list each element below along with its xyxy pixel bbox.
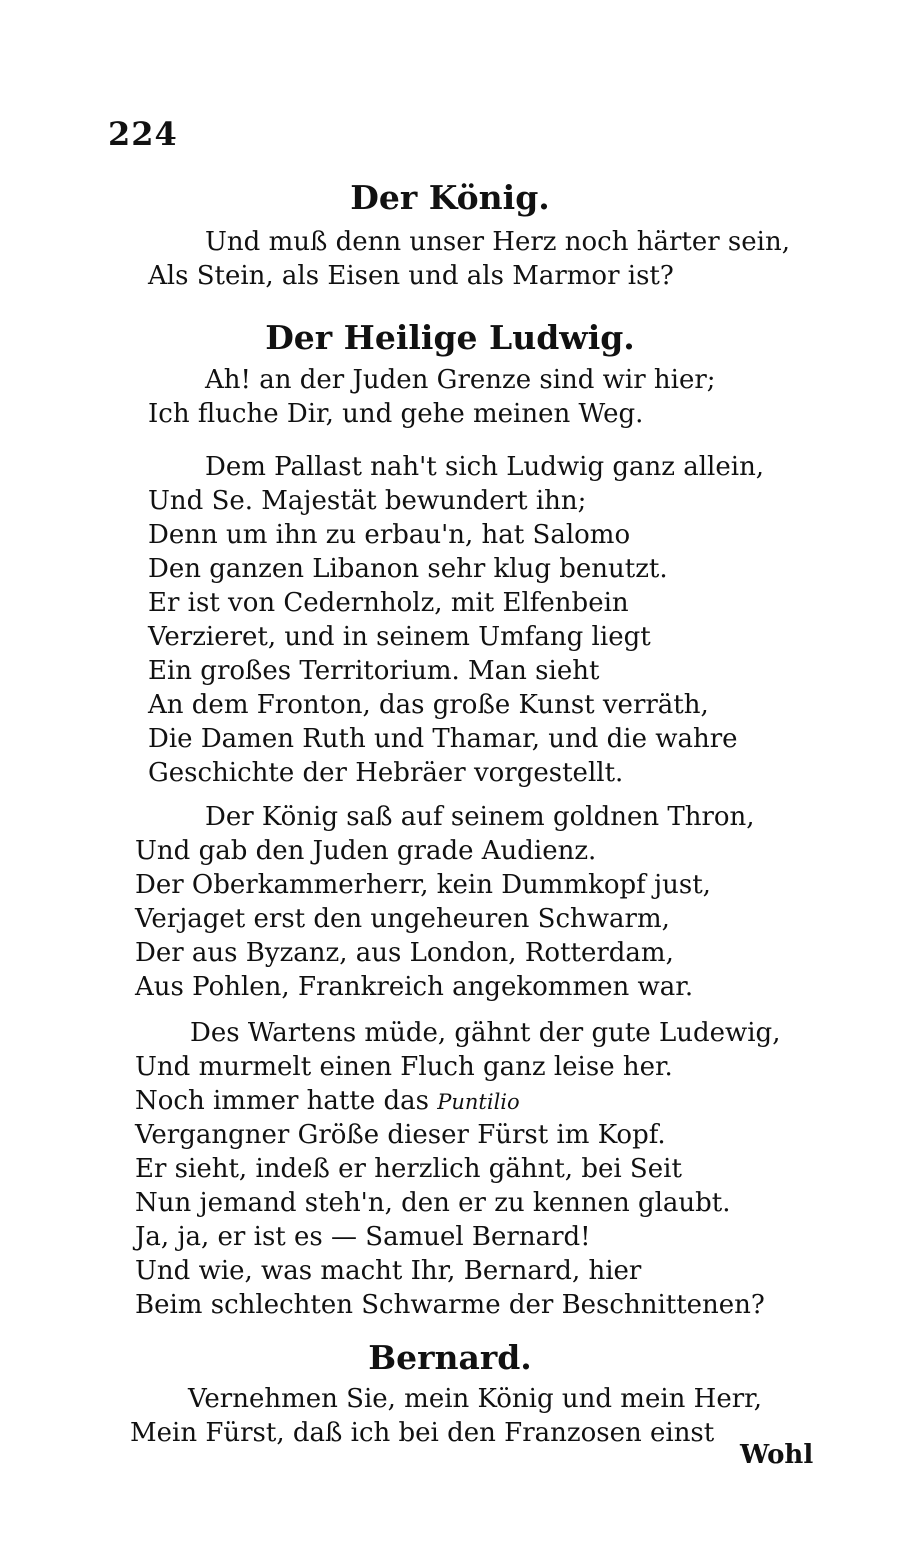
paragraph-wartens xyxy=(0,1016,900,1322)
verse-line: Denn um ihn zu erbau'n, hat Salomo xyxy=(148,520,631,550)
verse-block-koenig xyxy=(0,225,900,293)
verse-line: Beim schlechten Schwarme der Beschnittenen? xyxy=(135,1290,765,1320)
verse-block-ludwig xyxy=(0,363,900,431)
verse-line: Er ist von Cedernholz, mit Elfenbein xyxy=(148,588,629,618)
verse-line: Der aus Byzanz, aus London, Rotterdam, xyxy=(135,938,674,968)
verse-line-text: Noch immer hatte das xyxy=(135,1086,429,1116)
italic-word: Puntilio xyxy=(437,1090,520,1114)
verse-line: Ein großes Territorium. Man sieht xyxy=(148,656,600,686)
verse-line: Der König saß auf seinem goldnen Thron, xyxy=(205,802,755,832)
speaker-heading-bernard: Bernard. xyxy=(368,1338,532,1377)
page-number: 224 xyxy=(108,115,178,153)
verse-line: Aus Pohlen, Frankreich angekommen war. xyxy=(135,972,694,1002)
verse-line: Nun jemand steh'n, den er zu kennen glaubt. xyxy=(135,1188,731,1218)
paragraph-pallast xyxy=(0,450,900,790)
paragraph-thron xyxy=(0,800,900,1004)
verse-line: An dem Fronton, das große Kunst verräth, xyxy=(148,690,709,720)
verse-line: Vergangner Größe dieser Fürst im Kopf. xyxy=(135,1120,666,1150)
speaker-heading-ludwig: Der Heilige Ludwig. xyxy=(265,318,635,357)
verse-line: Ja, ja, er ist es — Samuel Bernard! xyxy=(135,1222,591,1252)
verse-line xyxy=(135,1084,900,1118)
verse-line: Verjaget erst den ungeheuren Schwarm, xyxy=(135,904,670,934)
verse-line: Des Wartens müde, gähnt der gute Ludewig, xyxy=(190,1018,781,1048)
verse-line: Und gab den Juden grade Audienz. xyxy=(135,836,597,866)
verse-line: Die Damen Ruth und Thamar, und die wahre xyxy=(148,724,738,754)
verse-line: Und murmelt einen Fluch ganz leise her. xyxy=(135,1052,673,1082)
verse-line: Ich fluche Dir, und gehe meinen Weg. xyxy=(148,399,644,429)
verse-line: Geschichte der Hebräer vorgestellt. xyxy=(148,758,624,788)
verse-line: Der Oberkammerherr, kein Dummkopf just, xyxy=(135,870,711,900)
verse-line: Mein Fürst, daß ich bei den Franzosen einst xyxy=(130,1418,715,1448)
catchword: Wohl xyxy=(740,1440,814,1470)
verse-line: Dem Pallast nah't sich Ludwig ganz allein, xyxy=(205,452,765,482)
verse-line: Und wie, was macht Ihr, Bernard, hier xyxy=(135,1256,642,1286)
verse-line: Den ganzen Libanon sehr klug benutzt. xyxy=(148,554,668,584)
verse-line: Ah! an der Juden Grenze sind wir hier; xyxy=(205,365,716,395)
verse-line: Er sieht, indeß er herzlich gähnt, bei Seit xyxy=(135,1154,682,1184)
verse-line: Verzieret, und in seinem Umfang liegt xyxy=(148,622,651,652)
verse-line: Und muß denn unser Herz noch härter sein, xyxy=(205,227,790,257)
verse-line: Und Se. Majestät bewundert ihn; xyxy=(148,486,587,516)
verse-line: Vernehmen Sie, mein König und mein Herr, xyxy=(188,1384,762,1414)
verse-line: Als Stein, als Eisen und als Marmor ist? xyxy=(148,261,674,291)
speaker-heading-koenig: Der König. xyxy=(350,178,550,217)
